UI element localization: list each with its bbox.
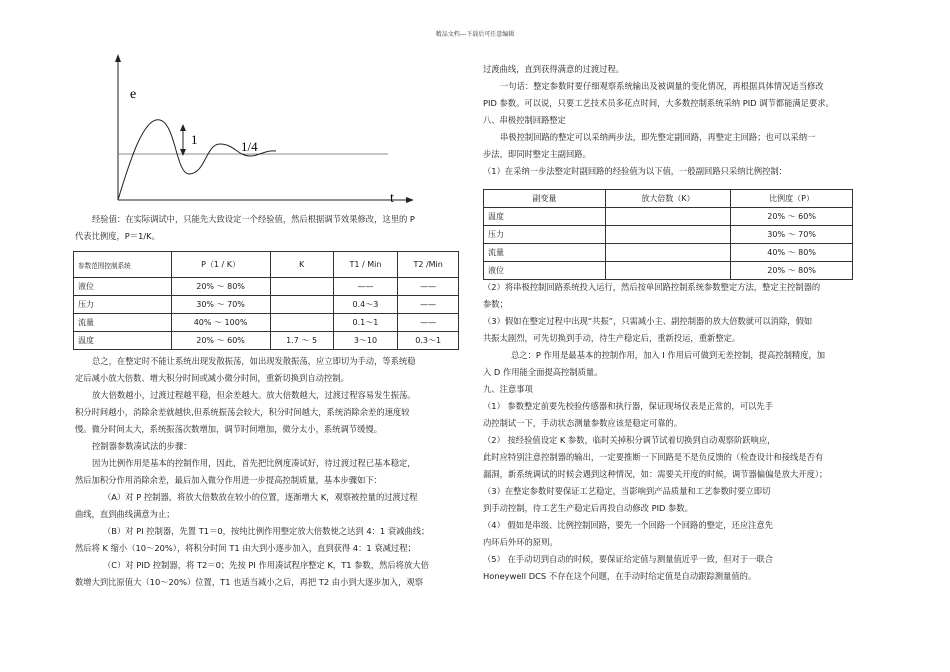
- table-cell: [605, 244, 730, 262]
- left-paragraph-5b: 然后加积分作用消除余差，最后加入微分作用进一步提高控制质量，基本步骤如下：: [75, 475, 382, 485]
- x-axis-label: t: [390, 191, 394, 206]
- note-3a: （3）在整定参数时要保证工艺稳定，当影响到产品质量和工艺参数时要立即切: [483, 486, 771, 496]
- left-paragraph-8a: （C）对 PID 控制器，将 T2＝0；先按 PI 作用凑试程序整定 K，T1 参数，然后将放大倍: [103, 560, 429, 570]
- table-header-cell: K: [270, 252, 333, 278]
- note-1b: 动控制试一下，手动状态测量参数应该是稳定可靠的。: [483, 418, 683, 428]
- left-paragraph-3b: 积分时间越小，消除余差就越快,但系统振荡会较大，积分时间越大，系统消除余差的速度较: [75, 407, 410, 417]
- table-row: [484, 262, 853, 280]
- table-cell: [270, 278, 333, 296]
- table-cell: 0.4～3: [333, 296, 398, 314]
- table-cell: 40% ～ 80%: [731, 244, 853, 262]
- table-cell: 30% ～ 70%: [171, 296, 270, 314]
- left-paragraph-4: 控制器参数凑试法的步骤：: [92, 441, 192, 451]
- secondary-loop-table: [483, 189, 853, 280]
- right-paragraph-2a: 一句话：整定参数时要仔细观察系统输出及被调量的变化情况，再根据具体情况适当修改: [500, 81, 824, 91]
- left-paragraph-7a: （B）对 PI 控制器，先置 T1＝0，按纯比例作用整定放大倍数使之达到 4：1 衰减曲线；: [103, 526, 430, 536]
- left-paragraph-6a: （A）对 P 控制器，将放大倍数放在较小的位置，逐渐增大 K，观察被控量的过渡过程: [103, 492, 418, 502]
- table-cell: 温度: [484, 208, 606, 226]
- right-paragraph-7b: 共振太剧烈，可先切换到手动，待生产稳定后，重新投运，重新整定。: [483, 333, 741, 343]
- section-heading-8: 八、串极控制回路整定: [483, 115, 566, 125]
- right-paragraph-2b: PID 参数。可以说，只要工艺技术员多花点时间，大多数控制系统采纳 PID 调节都能满足要求。: [483, 98, 834, 108]
- left-paragraph-1a: 经验值：在实际调试中，只能先大致设定一个经验值，然后根据调节效果修改，这里的 P: [92, 214, 415, 224]
- section-heading-9: 九、注意事项: [483, 384, 533, 394]
- right-paragraph-8a: 总之：P 作用是最基本的控制作用，加入 I 作用后可做到无差控制，提高控制精度，加: [511, 350, 826, 360]
- note-2b: 此时应特别注意控制器的输出，一定要推断一下回路是不是负反馈的（检查设计和接线是否有: [483, 452, 824, 462]
- right-paragraph-1: 过渡曲线，直到获得满意的过渡过程。: [483, 64, 625, 74]
- table-row: [484, 208, 853, 226]
- decay-label: 1/4: [241, 139, 258, 154]
- table-cell: [270, 296, 333, 314]
- table-cell: ——: [398, 296, 459, 314]
- left-paragraph-5a: 因为比例作用是基本的控制作用，因此，首先把比例度凑试好，待过渡过程已基本稳定，: [92, 458, 416, 468]
- table-header-cell: T2 /Min: [398, 252, 459, 278]
- right-paragraph-7a: （3）假如在整定过程中出现“共振”，只需减小主、副控制器的放大倍数就可以消除，假如: [483, 316, 813, 326]
- table-cell: 温度: [74, 332, 172, 350]
- note-4a: （4） 假如是串级、比例控制回路，要先一个回路一个回路的整定，还应注意先: [483, 520, 774, 530]
- table-cell: 1.7 ～ 5: [270, 332, 333, 350]
- table-cell: ——: [398, 278, 459, 296]
- table-cell: 压力: [484, 226, 606, 244]
- right-paragraph-4a: 串极控制回路的整定可以采纳两步法，即先整定副回路，再整定主回路；也可以采纳一: [500, 132, 816, 142]
- note-5a: （5） 在手动切到自动的时候，要保证给定值与测量值近乎一致，但对于一联合: [483, 554, 774, 564]
- table-cell: 20% ～ 80%: [731, 262, 853, 280]
- table-header-cell: 副变量: [484, 190, 606, 208]
- table-row: [74, 278, 459, 296]
- table-row: [74, 332, 459, 350]
- note-2c: 漏洞，新系统调试的时候会遇到这种情况，如：需要关开度的时候，调节器偏偏是放大开度）；: [483, 469, 828, 479]
- left-paragraph-2a: 总之，在整定时不能让系统出现发散振荡，如出现发散振荡，应立即切为手动，等系统稳: [92, 356, 416, 366]
- table-row: [74, 296, 459, 314]
- table-row: [74, 314, 459, 332]
- table-header-cell: 放大倍数（K）: [605, 190, 730, 208]
- table-cell: 流量: [484, 244, 606, 262]
- step-response-figure: [88, 52, 418, 212]
- right-paragraph-6a: （2）将串极控制回路系统投入运行，然后按单回路控制系统参数整定方法，整定主控制器的: [483, 282, 821, 292]
- y-axis-label: e: [130, 87, 137, 102]
- note-1a: （1） 参数整定前要先校验传感器和执行器，保证现场仪表是正常的，可以先手: [483, 401, 774, 411]
- table-cell: 30% ～ 70%: [731, 226, 853, 244]
- table-cell: 液位: [484, 262, 606, 280]
- note-2a: （2） 按经验值设定 K 参数，临时关掉积分调节试着切换到自动观察阶跃响应，: [483, 435, 776, 445]
- table-cell: [605, 262, 730, 280]
- left-paragraph-2b: 定后减小放大倍数、增大积分时间或减小微分时间，重新切换到自动控制。: [75, 373, 349, 383]
- table-header-row: [74, 252, 459, 278]
- left-paragraph-7b: 然后将 K 缩小（10～20%），将积分时间 T1 由大到小逐步加入，直到获得 4：1 衰减过程；: [75, 543, 416, 553]
- left-paragraph-1b: 代表比例度，P＝1/K。: [75, 231, 160, 241]
- table-cell: 流量: [74, 314, 172, 332]
- amplitude-label: 1: [191, 132, 198, 147]
- table-cell: ——: [333, 278, 398, 296]
- table-cell: 40% ～ 100%: [171, 314, 270, 332]
- left-paragraph-3c: 慢。微分时间太大，系统振荡次数增加，调节时间增加，微分太小，系统调节缓慢。: [75, 424, 382, 434]
- page-header: 精品文档---下载后可任意编辑: [435, 31, 515, 38]
- table-header-row: [484, 190, 853, 208]
- right-paragraph-4b: 步法，即同时整定主副回路。: [483, 149, 591, 159]
- table-cell: [605, 208, 730, 226]
- table-cell: 压力: [74, 296, 172, 314]
- table-cell: 3～10: [333, 332, 398, 350]
- left-paragraph-8b: 数增大到比原值大（10～20%）位置，T1 也适当减小之后，再把 T2 由小到大逐步加入，观察: [75, 577, 423, 587]
- right-paragraph-8b: 入 D 作用能全面提高控制质量。: [483, 367, 603, 377]
- table-cell: 0.3～1: [398, 332, 459, 350]
- right-paragraph-6b: 参数；: [483, 299, 508, 309]
- table-cell: 20% ～ 60%: [171, 332, 270, 350]
- left-paragraph-3a: 放大倍数越小，过渡过程越平稳，但余差越大。放大倍数越大，过渡过程容易发生振荡。: [92, 390, 416, 400]
- y-axis-arrow: [115, 54, 121, 62]
- table-row: [484, 226, 853, 244]
- note-4b: 内环后外环的原则。: [483, 537, 558, 547]
- right-paragraph-5: （1）在采纳一步法整定时副回路的经验值为以下值，一般副回路只采纳比例控制：: [483, 166, 787, 176]
- note-5b: Honeywell DCS 不存在这个问题，在手动时给定值是自动跟踪测量值的。: [483, 571, 757, 581]
- controller-params-table: [73, 251, 459, 350]
- table-cell: 20% ～ 80%: [171, 278, 270, 296]
- table-row: [484, 244, 853, 262]
- table-header-cell: T1 / Min: [333, 252, 398, 278]
- table-header-cell: 参数范围控制系统: [74, 252, 172, 278]
- note-3b: 到手动控制，待工艺生产稳定后再投自动修改 PID 参数。: [483, 503, 693, 513]
- table-cell: ——: [398, 314, 459, 332]
- table-cell: 0.1～1: [333, 314, 398, 332]
- table-cell: [605, 226, 730, 244]
- table-header-cell: P（1 / K）: [171, 252, 270, 278]
- table-header-cell: 比例度（P）: [731, 190, 853, 208]
- x-axis-arrow: [406, 197, 414, 203]
- table-cell: [270, 314, 333, 332]
- table-cell: 20% ～ 60%: [731, 208, 853, 226]
- table-cell: 液位: [74, 278, 172, 296]
- left-paragraph-6b: 曲线，直到曲线满意为止；: [75, 509, 175, 519]
